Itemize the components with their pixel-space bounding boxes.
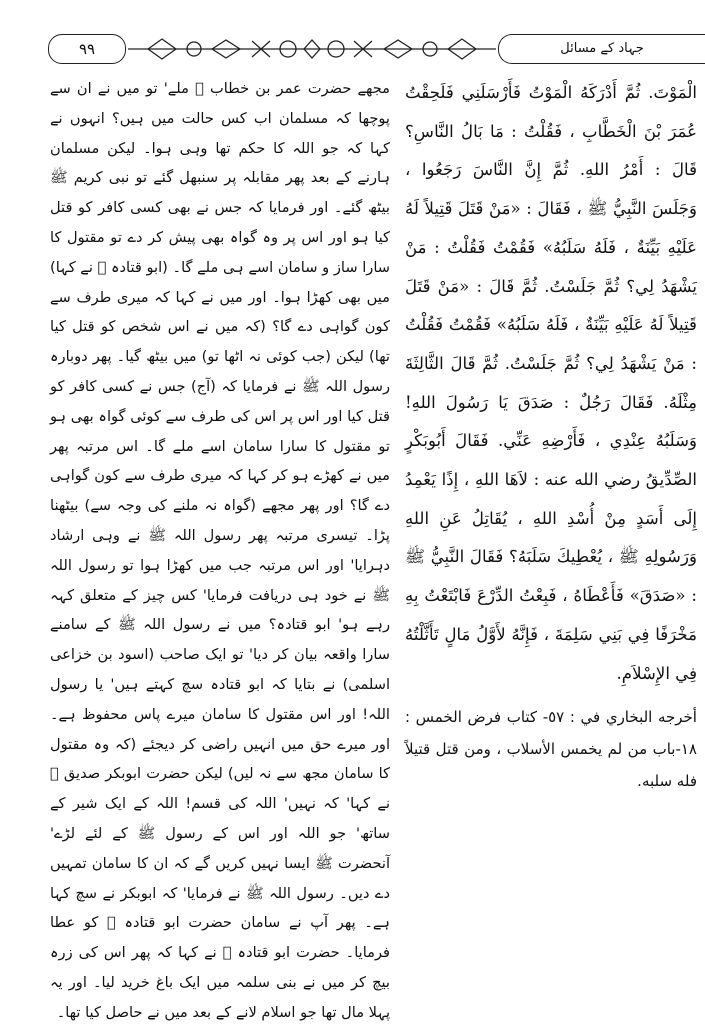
arabic-column <box>405 74 697 894</box>
page-number: ۹۹ <box>78 40 96 58</box>
urdu-translation-text: مجھے حضرت عمر بن خطاب ﷛ ملے' تو میں نے ان سے پوچھا کہ مسلمان اب کس حالت میں ہیں؟ انہوں نے کہا کہ جو اللہ کا حکم تھا وہی ہوا۔ لیکن مسلمان ہارنے کے بعد پھر مقابلہ پر سنبھل گئے تو نبی کریم ﷺ بیٹھ گئے۔ اور فرمایا کہ جس نے بھی کسی کافر کو قتل کیا ہو اور اس پر وہ گواہ بھی پیش کر دے تو مقتول کا سارا ساز و سامان اسے ہی ملے گا۔ (ابو قتادہ ﷛ نے کہا) میں بھی کھڑا ہوا۔ اور میں نے کہا کہ میری طرف سے کون گواہی دے گا؟ (کہ میں نے اس شخص کو قتل کیا تھا) لیکن (جب کوئی نہ اٹھا تو) میں بیٹھ گیا۔ پھر دوبارہ رسول اللہ ﷺ نے فرمایا کہ (آج) جس نے کسی کافر کو قتل کیا اور اس پر اس کی طرف سے کوئی گواہ بھی ہو تو مقتول کا سارا سامان اسے ملے گا۔ اس مرتبہ پھر میں نے کھڑے ہو کر کہا کہ میری طرف سے کون گواہی دے گا؟ اور پھر مجھے (گواہ نہ ملنے کی وجہ سے) بیٹھنا پڑا۔ تیسری مرتبہ پھر رسول اللہ ﷺ نے وہی ارشاد دہرایا' اور اس مرتبہ جب میں کھڑا ہوا تو رسول اللہ ﷺ نے خود ہی دریافت فرمایا' کس چیز کے متعلق کہہ رہے ہو' ابو قتادہ؟ میں نے رسول اللہ ﷺ کے سامنے سارا واقعہ بیان کر دیا' تو ایک صاحب (اسود بن خزاعی اسلمی) نے بتایا کہ ابو قتادہ سچ کہتے ہیں' یا رسول اللہ! اور اس مقتول کا سامان میرے پاس محفوظ ہے۔ اور میرے حق میں انہیں راضی کر دیجئے (کہ وہ مقتول کا سامان مجھ سے نہ لیں) لیکن حضرت ابوبکر صدیق ﷛ نے کہا' کہ نہیں' اللہ کی قسم! اللہ کے ایک شیر کے ساتھ' جو اللہ اور اس کے رسول ﷺ کے لئے لڑے' آنحضرت ﷺ ایسا نہیں کریں گے کہ ان کا سامان تمہیں دے دیں۔ رسول اللہ ﷺ نے فرمایا' کہ ابوبکر نے سچ کہا ہے۔ پھر آپ نے سامان حضرت ابو قتادہ ﷛ کو عطا فرمایا۔ حضرت ابو قتادہ ﷛ نے کہا کہ پھر اس کی زرہ بیچ کر میں نے بنی سلمہ میں ایک باغ خرید لیا۔ اور یہ پہلا مال تھا جو اسلام لانے کے بعد میں نے حاصل کیا تھا۔ <box>50 80 390 1021</box>
chapter-title: جہاد کے مسائل <box>560 41 644 56</box>
urdu-translation-column <box>50 74 390 1021</box>
decorative-border-ornament <box>128 34 496 64</box>
hadith-source-reference: أخرجه البخاري في : ٥٧- كتاب فرض الخمس : ١٨-باب من لم يخمس الأسلاب ، ومن قتل قتيلاً فله سلبه. <box>405 708 697 791</box>
arabic-hadith-text: الْمَوْتَ. ثُمَّ أَدْرَكَهُ الْمَوْتُ فَأَرْسَلَنِي فَلَحِقْتُ عُمَرَ بْنَ الْخَطَّابِ ، فَقُلْتُ : مَا بَالُ النَّاسِ؟ قَالَ : أَمْرُ اللهِ. ثُمَّ إِنَّ النَّاسَ رَجَعُوا ، وَجَلَسَ النَّبِيُّ ﷺ ، فَقَالَ : «مَنْ قَتَلَ قَتِيلاً لَهُ عَلَيْهِ بَيِّنَةٌ ، فَلَهُ سَلَبُهُ» فَقُمْتُ فَقُلْتُ : مَنْ يَشْهَدُ لِي؟ ثُمَّ جَلَسْتُ. ثُمَّ قَالَ : «مَنْ قَتَلَ قَتِيلاً لَهُ عَلَيْهِ بَيِّنَةٌ ، فَلَهُ سَلَبُهُ» فَقُمْتُ فَقُلْتُ : مَنْ يَشْهَدُ لِي؟ ثُمَّ جَلَسْتُ. ثُمَّ قَالَ الثَّالِثَةَ مِثْلَهُ. فَقَالَ رَجُلٌ : صَدَقَ يَا رَسُولَ اللهِ! وَسَلَبُهُ عِنْدِي ، فَأَرْضِهِ عَنِّي. فَقَالَ أَبُوبَكْرٍ الصِّدِّيقُ رضي الله عنه : لاَهَا اللهِ ، إِذًا يَعْمِدُ إِلَى أَسَدٍ مِنْ أُسْدِ اللهِ ، يُقَاتِلُ عَنِ اللهِ وَرَسُولِهِ ﷺ ، يُعْطِيكَ سَلَبَهُ؟ فَقَالَ النَّبِيُّ ﷺ : «صَدَقَ» فَأَعْطَاهُ ، فَبِعْتُ الدِّرْعَ فَابْتَعْتُ بِهِ مَخْرَفًا فِي بَنِي سَلِمَةَ ، فَإِنَّهُ لأَوَّلُ مَالٍ تَأَثَّلْتُهُ فِي الإِسْلاَمِ. <box>405 83 697 683</box>
chapter-title-box <box>498 34 705 64</box>
page-header <box>40 28 700 68</box>
page-number-badge <box>48 34 126 64</box>
